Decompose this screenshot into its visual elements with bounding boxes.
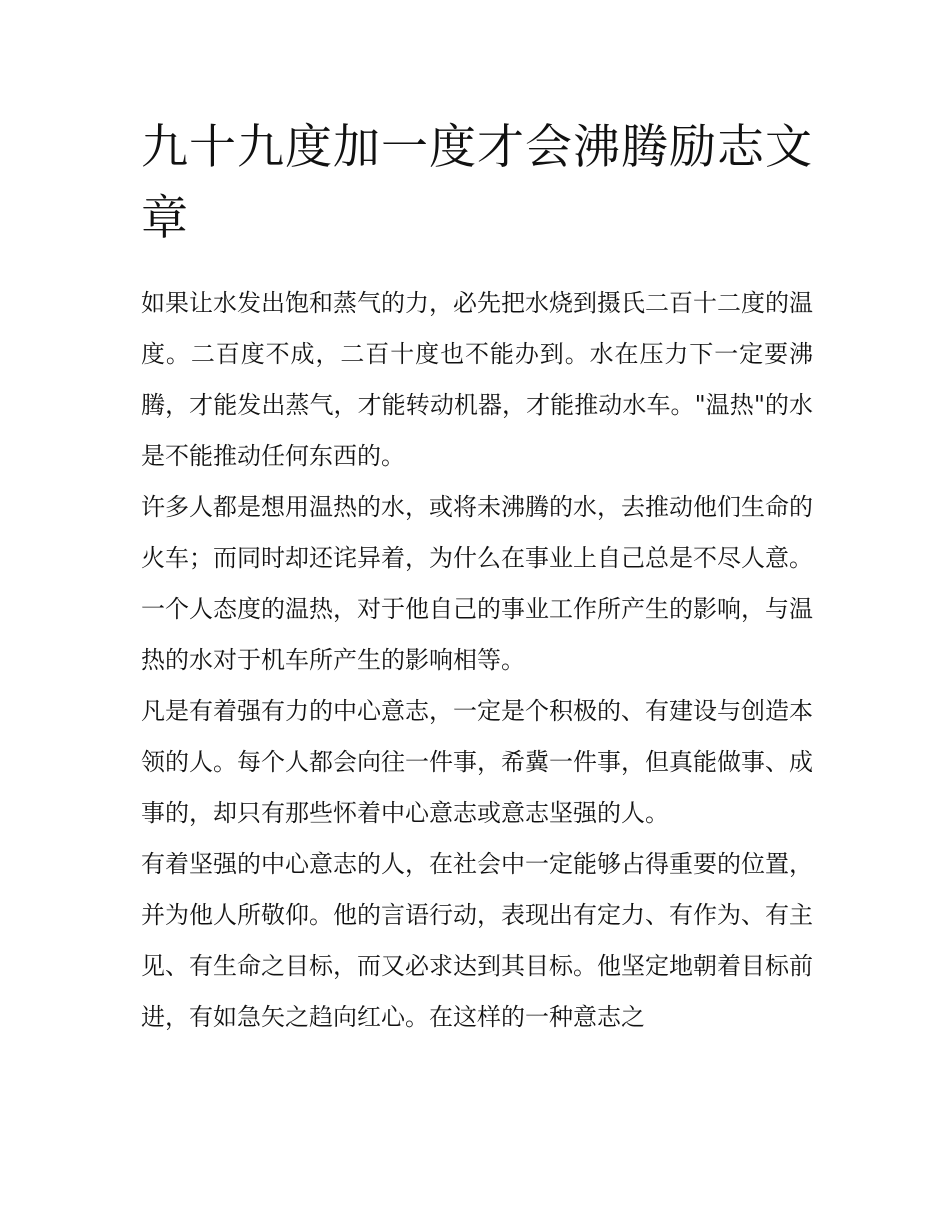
paragraph-1: 如果让水发出饱和蒸气的力，必先把水烧到摄氏二百十二度的温度。二百度不成，二百十度也不能办到。水在压力下一定要沸腾，才能发出蒸气，才能转动机器，才能推动水车。"温热"的水是不能推动任何东西的。 [141, 289, 813, 470]
paragraph-2: 许多人都是想用温热的水，或将未沸腾的水，去推动他们生命的火车；而同时却还诧异着，为什么在事业上自己总是不尽人意。 [141, 493, 813, 572]
document-title: 九十九度加一度才会沸腾励志文章 [141, 120, 813, 246]
document-page [141, 112, 813, 1043]
paragraph-5: 有着坚强的中心意志的人，在社会中一定能够占得重要的位置，并为他人所敬仰。他的言语行动，表现出有定力、有作为、有主见、有生命之目标，而又必求达到其目标。他坚定地朝着目标前进，有如急矢之趋向红心。在这样的一种意志之 [141, 850, 813, 1031]
paragraph-4: 凡是有着强有力的中心意志，一定是个积极的、有建设与创造本领的人。每个人都会向往一件事，希冀一件事，但真能做事、成事的，却只有那些怀着中心意志或意志坚强的人。 [141, 697, 813, 827]
paragraph-3: 一个人态度的温热，对于他自己的事业工作所产生的影响，与温热的水对于机车所产生的影响相等。 [141, 595, 813, 674]
